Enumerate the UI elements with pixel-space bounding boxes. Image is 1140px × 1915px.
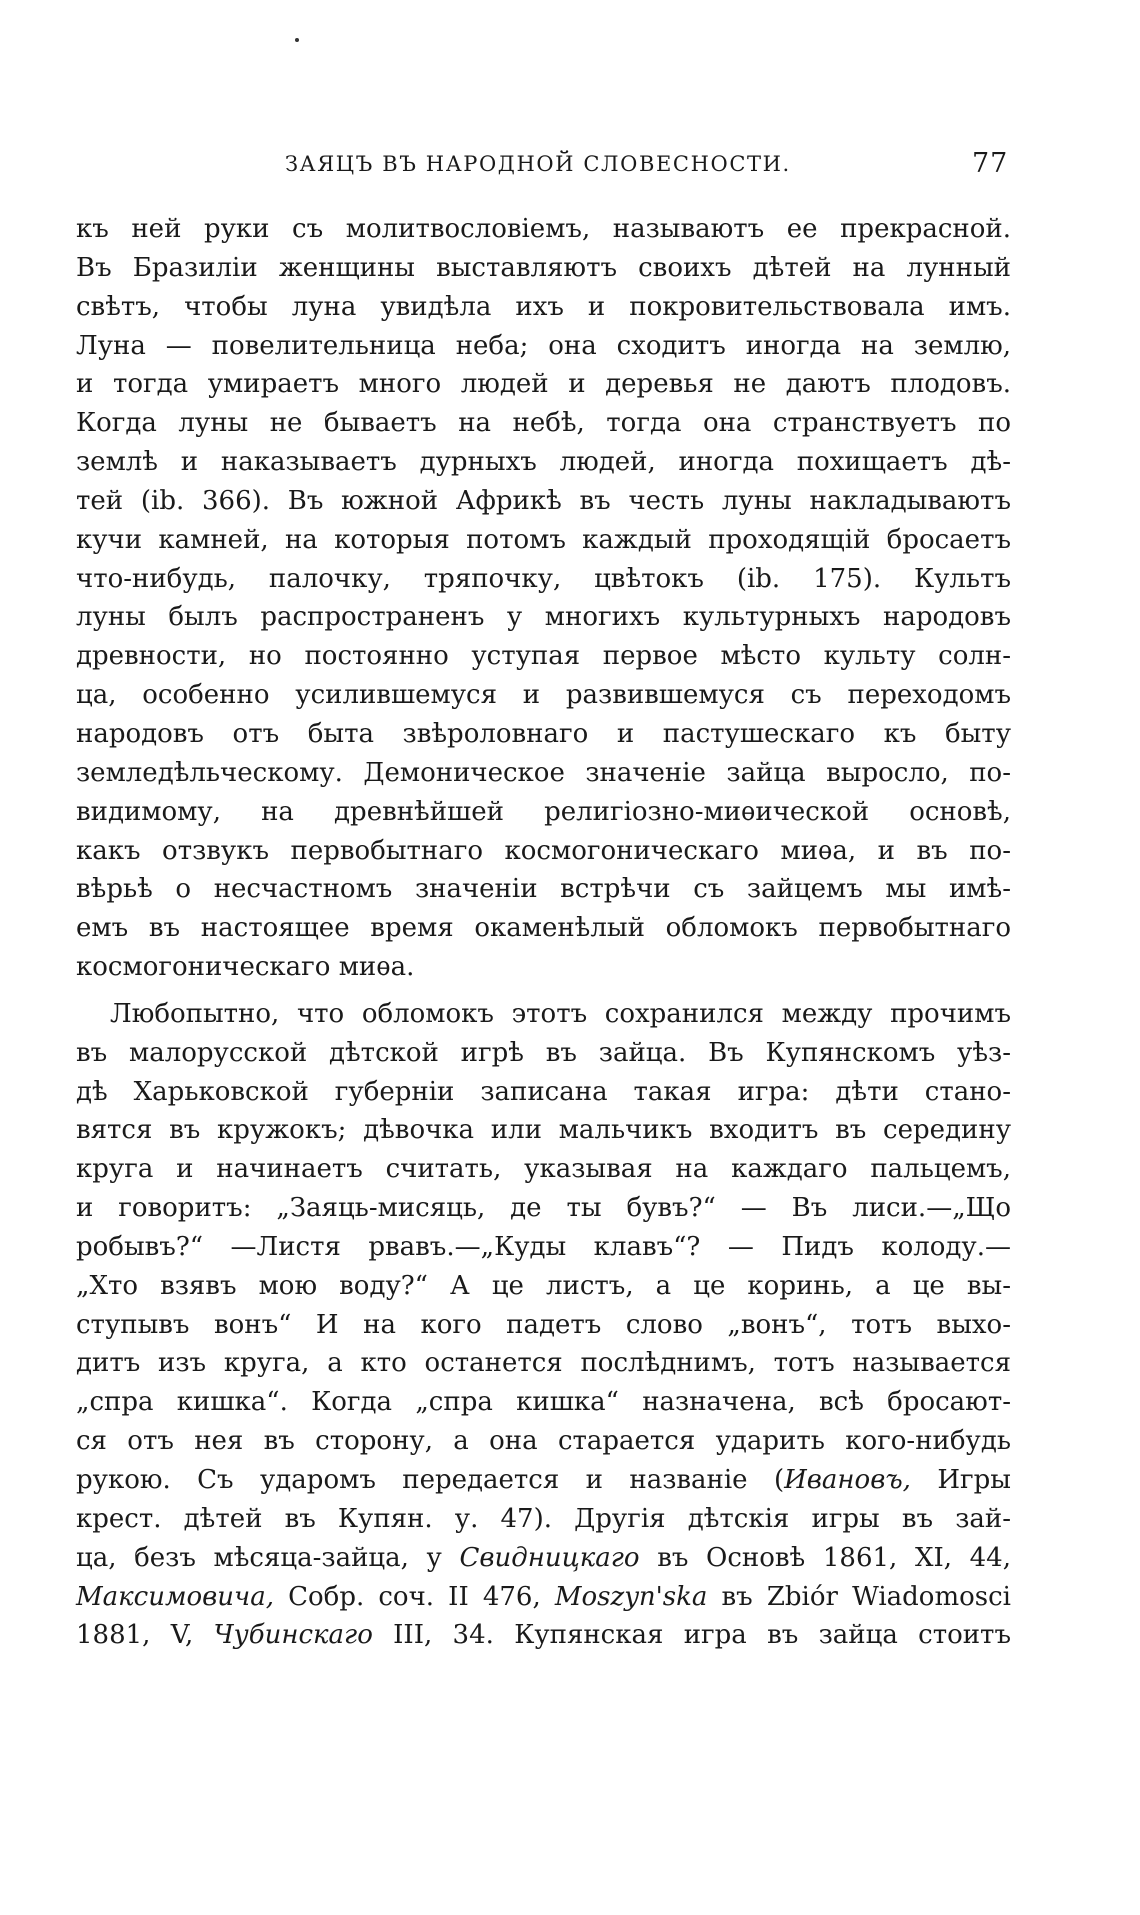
text-line: луны былъ распространенъ у многихъ культурныхъ народовъ bbox=[76, 602, 1011, 633]
author-citation: Moszyn'ska bbox=[554, 1581, 708, 1612]
text-line: земледѣльческому. Демоническое значеніе зайца выросло, по- bbox=[76, 757, 1011, 788]
text-line: къ ней руки съ молитвословіемъ, называютъ ее прекрасной. bbox=[76, 214, 1011, 244]
text-line: ся отъ нея въ сторону, а она старается ударить кого-нибудь bbox=[76, 1426, 1011, 1457]
text-line: что-нибудь, палочку, тряпочку, цвѣтокъ (ib. 175). Культъ bbox=[76, 563, 1011, 594]
text-line: тей (ib. 366). Въ южной Африкѣ въ честь луны накладываютъ bbox=[76, 485, 1011, 516]
text-line: какъ отзвукъ первобытнаго космогоническаго миѳа, и въ по- bbox=[76, 835, 1011, 866]
text-line: Когда луны не бываетъ на небѣ, тогда она странствуетъ по bbox=[76, 408, 1011, 439]
text-line: Въ Бразиліи женщины выставляютъ своихъ дѣтей на лунный bbox=[76, 252, 1011, 283]
author-citation: Максимовича, bbox=[76, 1581, 274, 1612]
text-line: крест. дѣтей въ Купян. у. 47). Другія дѣтскія игры въ зай- bbox=[76, 1503, 1011, 1534]
text-run: въ Основѣ 1861, XI, 44, bbox=[639, 1542, 1011, 1573]
text-run: рукою. Съ ударомъ передается и названіе ( bbox=[76, 1465, 785, 1495]
author-citation: Свидницкаго bbox=[459, 1542, 640, 1573]
text-line: видимому, на древнѣйшей религіозно-миѳической основѣ, bbox=[76, 796, 1011, 827]
body-text bbox=[76, 210, 1011, 1655]
text-run: Игры bbox=[910, 1465, 1011, 1495]
text-line: и говоритъ: „Заяць-мисяць, де ты бувъ?“ — Въ лиси.—„Що bbox=[76, 1193, 1011, 1224]
text-line: ступывъ вонъ“ И на кого падетъ слово „вонъ“, тотъ выхо- bbox=[76, 1309, 1011, 1340]
text-line: и тогда умираетъ много людей и деревья не даютъ плодовъ. bbox=[76, 369, 1011, 400]
text-line: землѣ и наказываетъ дурныхъ людей, иногда похищаетъ дѣ- bbox=[76, 447, 1011, 478]
paragraph bbox=[76, 210, 1011, 987]
text-line: вятся въ кружокъ; дѣвочка или мальчикъ входитъ въ середину bbox=[76, 1115, 1011, 1146]
text-line bbox=[76, 1578, 1011, 1617]
text-line: „Хто взявъ мою воду?“ А це листъ, а це коринь, а це вы- bbox=[76, 1270, 1011, 1301]
text-line bbox=[76, 1461, 1011, 1500]
text-line: свѣтъ, чтобы луна увидѣла ихъ и покровительствовала имъ. bbox=[76, 291, 1011, 322]
text-run: ца, безъ мѣсяца-зайца, у bbox=[76, 1542, 460, 1573]
text-run: въ Zbiór Wiadomosci bbox=[707, 1581, 1011, 1612]
author-citation: Ивановъ, bbox=[784, 1465, 911, 1495]
paragraph-gap bbox=[76, 987, 1011, 995]
text-run: Собр. соч. II 476, bbox=[273, 1581, 555, 1612]
text-line bbox=[76, 1616, 1011, 1655]
author-citation: Чубинскаго bbox=[213, 1620, 373, 1651]
text-line: дѣ Харьковской губерніи записана такая игра: дѣти стано- bbox=[76, 1076, 1011, 1107]
running-title: ЗАЯЦЪ ВЪ НАРОДНОЙ СЛОВЕСНОСТИ. bbox=[285, 152, 791, 176]
text-run: 1881, V, bbox=[76, 1620, 214, 1651]
text-line: Луна — повелительница неба; она сходитъ иногда на землю, bbox=[76, 330, 1011, 361]
text-line: въ малорусской дѣтской игрѣ въ зайца. Въ Купянскомъ уѣз- bbox=[76, 1037, 1011, 1068]
text-line: кучи камней, на которыя потомъ каждый проходящій бросаетъ bbox=[76, 524, 1011, 555]
text-line: „спра кишка“. Когда „спра кишка“ назначена, всѣ бросают- bbox=[76, 1387, 1011, 1418]
text-line: круга и начинаетъ считать, указывая на каждаго пальцемъ, bbox=[76, 1154, 1011, 1185]
text-line: космогоническаго миѳа. bbox=[76, 952, 415, 983]
text-line: емъ въ настоящее время окаменѣлый обломокъ первобытнаго bbox=[76, 913, 1011, 944]
page-number: 77 bbox=[972, 148, 1009, 179]
text-line: народовъ отъ быта звѣроловнаго и пастушескаго къ быту bbox=[76, 718, 1011, 749]
ink-speck bbox=[295, 38, 299, 42]
text-line: робывъ?“ —Листя рвавъ.—„Куды клавъ“? — Пидъ колоду.— bbox=[76, 1231, 1011, 1262]
text-line: ца, особенно усилившемуся и развившемуся съ переходомъ bbox=[76, 680, 1011, 711]
text-line: дитъ изъ круга, а кто останется послѣднимъ, тотъ называется bbox=[76, 1348, 1011, 1379]
text-line: вѣрьѣ о несчастномъ значеніи встрѣчи съ зайцемъ мы имѣ- bbox=[76, 874, 1011, 905]
text-line: древности, но постоянно уступая первое мѣсто культу солн- bbox=[76, 641, 1011, 672]
text-run: III, 34. Купянская игра въ зайца стоитъ bbox=[372, 1620, 1011, 1651]
text-line: Любопытно, что обломокъ этотъ сохранился между прочимъ bbox=[110, 998, 1011, 1029]
text-line bbox=[76, 1539, 1011, 1578]
paragraph bbox=[76, 995, 1011, 1655]
